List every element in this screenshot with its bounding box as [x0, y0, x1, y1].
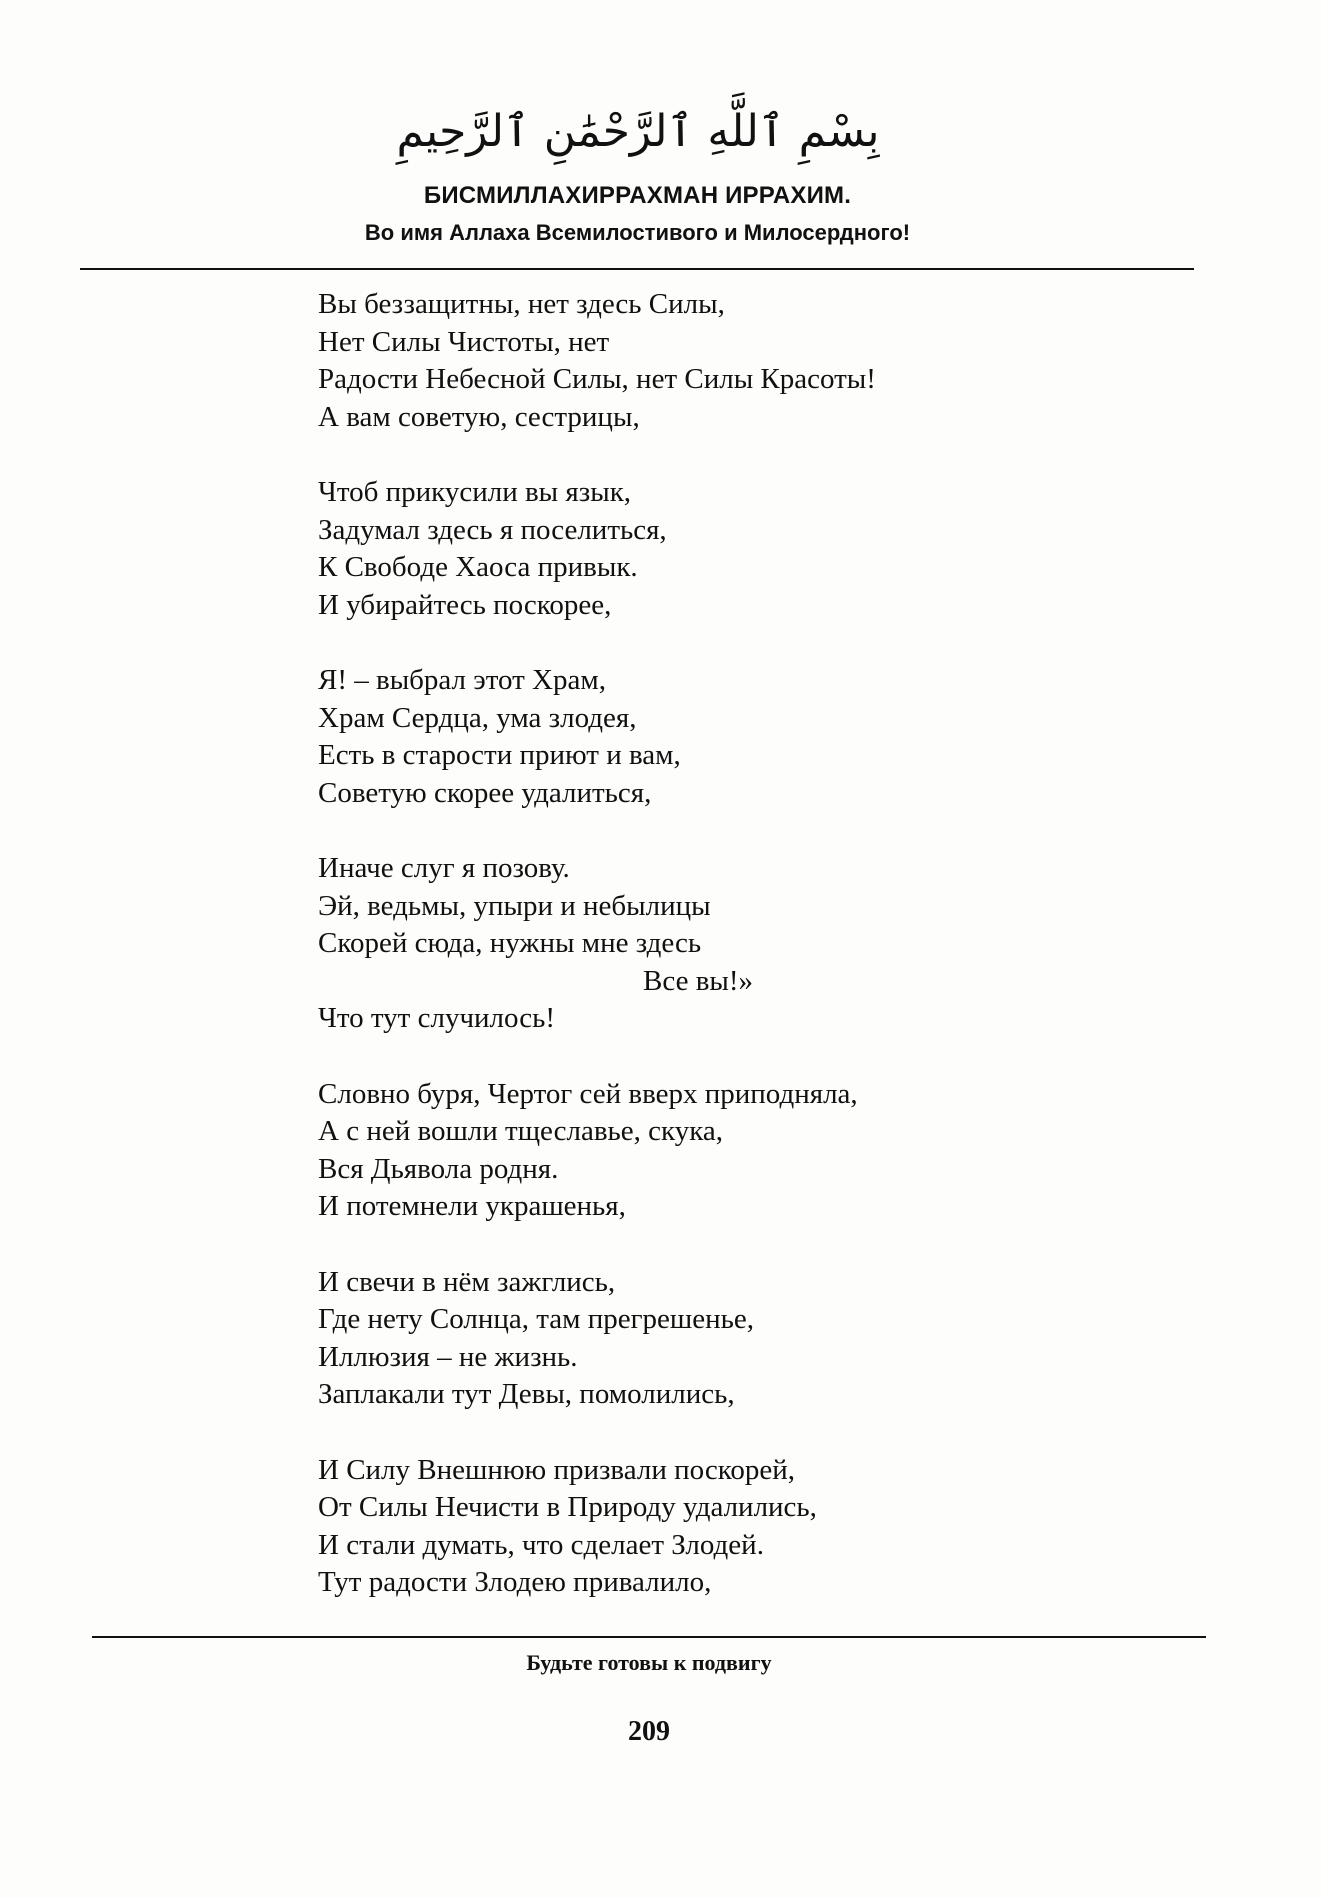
poem-line: Где нету Солнца, там прегрешенье, — [318, 1303, 754, 1335]
poem-line: И Силу Внешнюю призвали поскорей, — [318, 1453, 795, 1486]
page-header — [80, 88, 1195, 248]
poem-line: Вы беззащитны, нет здесь Силы, — [318, 288, 725, 320]
stanza — [318, 662, 1018, 812]
poem-line: Я! – выбрал этот Храм, — [318, 664, 606, 696]
footer-title: Будьте готовы к подвигу — [526, 1650, 772, 1675]
stanza — [318, 474, 1018, 624]
poem-line: Вся Дьявола родня. — [318, 1152, 559, 1185]
header-subtitle: Во имя Аллаха Всемилостивого и Милосердного! — [364, 220, 911, 245]
poem-line: К Свободе Хаоса привык. — [318, 551, 638, 583]
bismillah-calligraphy — [396, 88, 879, 168]
poem-line: Нет Силы Чистоты, нет — [318, 325, 610, 358]
poem-line: Скорей сюда, нужны мне здесь — [318, 927, 702, 959]
poem-line: А с ней вошли тщеславье, скука, — [318, 1115, 723, 1147]
poem-line: Эй, ведьмы, упыри и небылицы — [318, 889, 711, 922]
header-divider — [80, 268, 1194, 270]
footer-divider — [92, 1636, 1206, 1638]
poem-line: Заплакали тут Девы, помолились, — [318, 1378, 735, 1410]
poem-line: И убирайтесь поскорее, — [318, 588, 612, 621]
stanza — [318, 1076, 1018, 1226]
poem-line: Словно буря, Чертог сей вверх приподняла, — [318, 1077, 858, 1110]
bismillah-arabic-text: بِسْمِ ٱللَّهِ ٱلرَّحْمَٰنِ ٱلرَّحِيمِ — [396, 106, 879, 157]
poem-line: Радости Небесной Силы, нет Силы Красоты! — [318, 363, 876, 395]
poem-line: От Силы Нечисти в Природу удалились, — [318, 1491, 817, 1523]
stanza — [318, 850, 1018, 1038]
poem-line: Задумал здесь я поселиться, — [318, 513, 667, 546]
poem-line: Что тут случилось! — [318, 1002, 555, 1034]
poem-body — [318, 286, 1018, 1640]
poem-line: Советую скорее удалиться, — [318, 776, 652, 809]
stanza — [318, 1264, 1018, 1414]
header-title: БИСМИЛЛАХИРРАХМАН ИРРАХИМ. — [423, 182, 852, 209]
poem-line: И свечи в нём зажглись, — [318, 1265, 616, 1298]
poem-line: Иначе слуг я позову. — [318, 852, 570, 884]
poem-line: Тут радости Злодею привалило, — [318, 1566, 712, 1598]
page-number: 209 — [628, 1716, 670, 1747]
poem-line: А вам советую, сестрицы, — [318, 400, 640, 433]
poem-line: Есть в старости приют и вам, — [318, 739, 681, 771]
poem-line: Храм Сердца, ума злодея, — [318, 701, 637, 734]
poem-line: Иллюзия – не жизнь. — [318, 1340, 578, 1373]
stanza — [318, 286, 1018, 436]
poem-line: Чтоб прикусили вы язык, — [318, 476, 632, 508]
poem-line-indented: Все вы!» — [643, 964, 754, 997]
poem-line: И стали думать, что сделает Злодей. — [318, 1528, 764, 1561]
stanza — [318, 1452, 1018, 1602]
poem-line: И потемнели украшенья, — [318, 1190, 626, 1222]
